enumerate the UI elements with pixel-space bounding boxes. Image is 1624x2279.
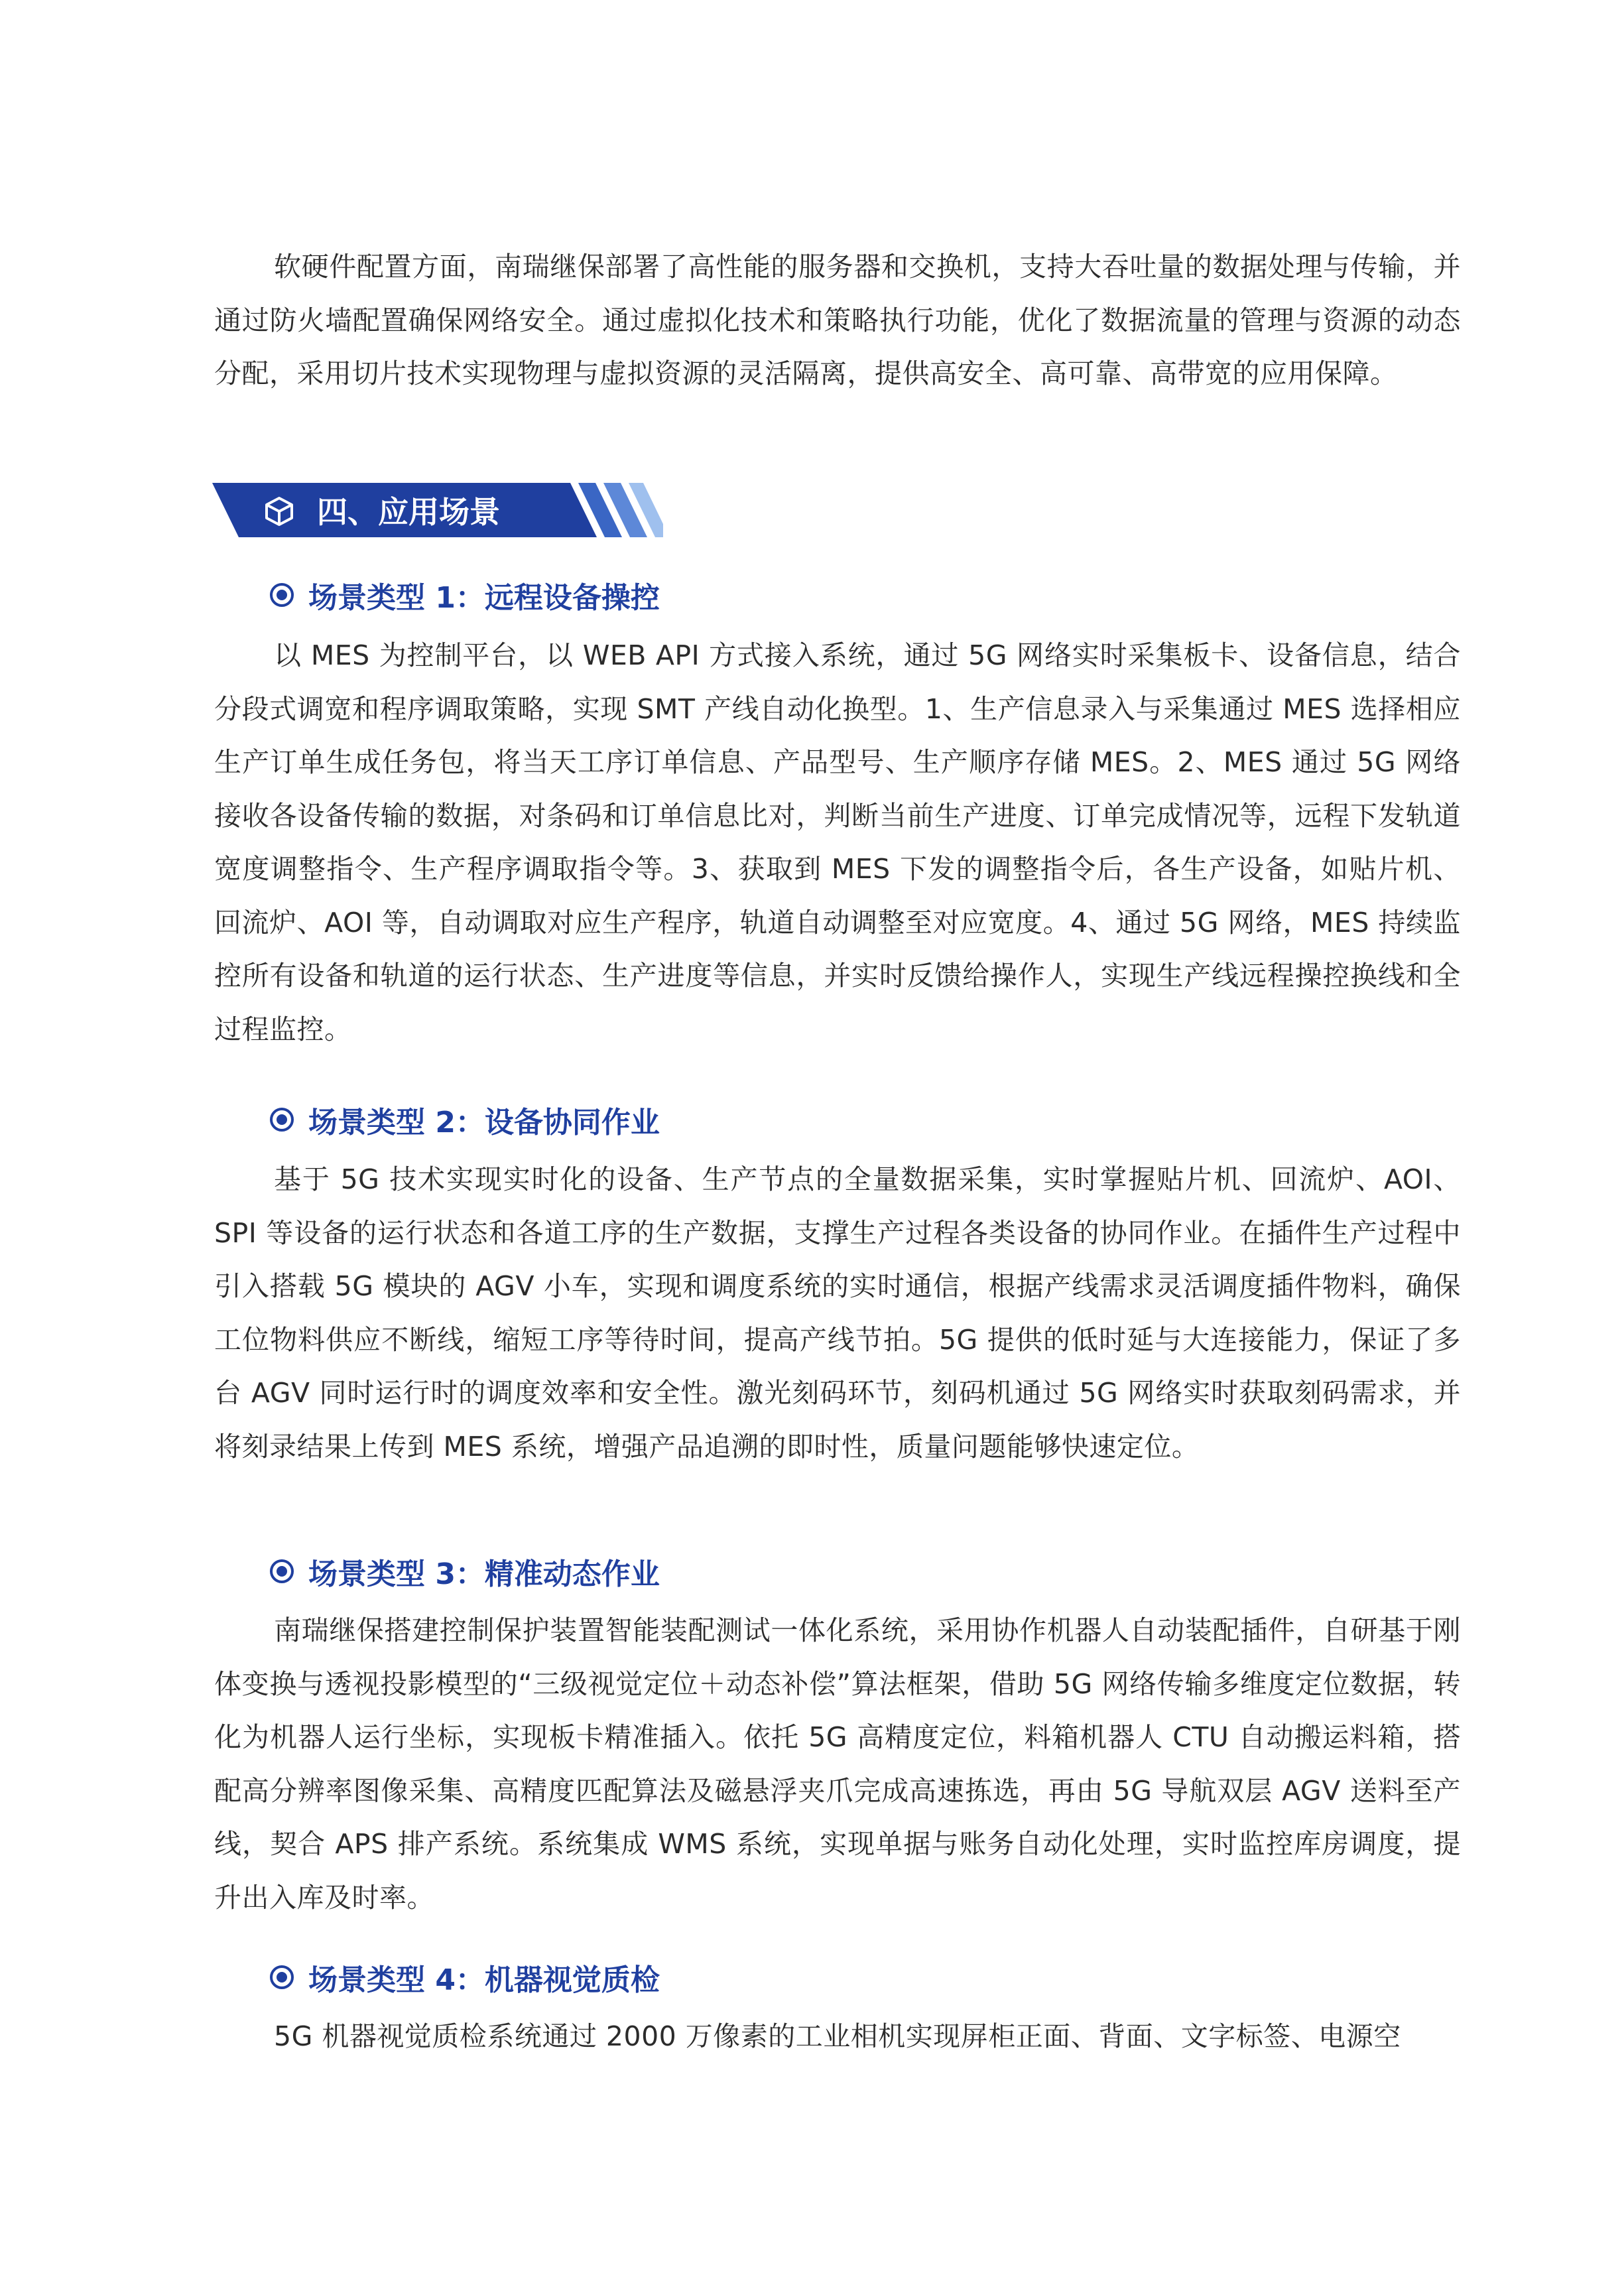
target-bullet-icon	[269, 582, 295, 608]
intro-paragraph: 软硬件配置方面，南瑞继保部署了高性能的服务器和交换机，支持大吞吐量的数据处理与传输，并通过防火墙配置确保网络安全。通过虚拟化技术和策略执行功能，优化了数据流量的管理与资源的动态分配，采用切片技术实现物理与虚拟资源的灵活隔离，提供高安全、高可靠、高带宽的应用保障。	[214, 251, 1461, 389]
cube-icon	[264, 496, 294, 527]
target-bullet-icon	[269, 1964, 295, 1990]
scenario-1-heading-text: 场景类型 1：远程设备操控	[308, 581, 660, 615]
scenario-4-heading-text: 场景类型 4：机器视觉质检	[308, 1963, 660, 1997]
scenario-2-heading	[269, 1096, 660, 1143]
scenario-2-body: 基于 5G 技术实现实时化的设备、生产节点的全量数据采集，实时掌握贴片机、回流炉、AOI、SPI 等设备的运行状态和各道工序的生产数据，支撑生产过程各类设备的协同作业。在插件生产过程中引入搭载 5G 模块的 AGV 小车，实现和调度系统的实时通信，根据产线需求灵活调度插件物料，确保工位物料供应不断线，缩短工序等待时间，提高产线节拍。5G 提供的低时延与大连接能力，保证了多台 AGV 同时运行时的调度效率和安全性。激光刻码环节，刻码机通过 5G 网络实时获取刻码需求，并将刻录结果上传到 MES 系统，增强产品追溯的即时性，质量问题能够快速定位。	[214, 1163, 1461, 1463]
scenario-1-body: 以 MES 为控制平台，以 WEB API 方式接入系统，通过 5G 网络实时采集板卡、设备信息，结合分段式调宽和程序调取策略，实现 SMT 产线自动化换型。1、生产信息录入与采集通过 MES 选择相应生产订单生成任务包，将当天工序订单信息、产品型号、生产顺序存储 MES。2、MES 通过 5G 网络接收各设备传输的数据，对条码和订单信息比对，判断当前生产进度、订单完成情况等，远程下发轨道宽度调整指令、生产程序调取指令等。3、获取到 MES 下发的调整指令后，各生产设备，如贴片机、回流炉、AOI 等，自动调取对应生产程序，轨道自动调整至对应宽度。4、通过 5G 网络，MES 持续监控所有设备和轨道的运行状态、生产进度等信息，并实时反馈给操作人，实现生产线远程操控换线和全过程监控。	[214, 639, 1461, 1045]
section-title: 四、应用场景	[317, 494, 500, 530]
target-bullet-icon	[269, 1558, 295, 1585]
scenario-3-body: 南瑞继保搭建控制保护装置智能装配测试一体化系统，采用协作机器人自动装配插件，自研基于刚体变换与透视投影模型的“三级视觉定位＋动态补偿”算法框架，借助 5G 网络传输多维度定位数据，转化为机器人运行坐标，实现板卡精准插入。依托 5G 高精度定位，料箱机器人 CTU 自动搬运料箱，搭配高分辨率图像采集、高精度匹配算法及磁悬浮夹爪完成高速拣选，再由 5G 导航双层 AGV 送料至产线，契合 APS 排产系统。系统集成 WMS 系统，实现单据与账务自动化处理，实时监控库房调度，提升出入库及时率。	[214, 1614, 1461, 1914]
scenario-4-body: 5G 机器视觉质检系统通过 2000 万像素的工业相机实现屏柜正面、背面、文字标签、电源空	[274, 2020, 1401, 2052]
scenario-1-heading	[269, 572, 660, 618]
target-bullet-icon	[269, 1106, 295, 1133]
scenario-4-heading	[269, 1954, 660, 2000]
scenario-3-heading-text: 场景类型 3：精准动态作业	[308, 1557, 660, 1591]
scenario-2-heading-text: 场景类型 2：设备协同作业	[308, 1106, 660, 1140]
scenario-3-heading	[269, 1548, 660, 1595]
